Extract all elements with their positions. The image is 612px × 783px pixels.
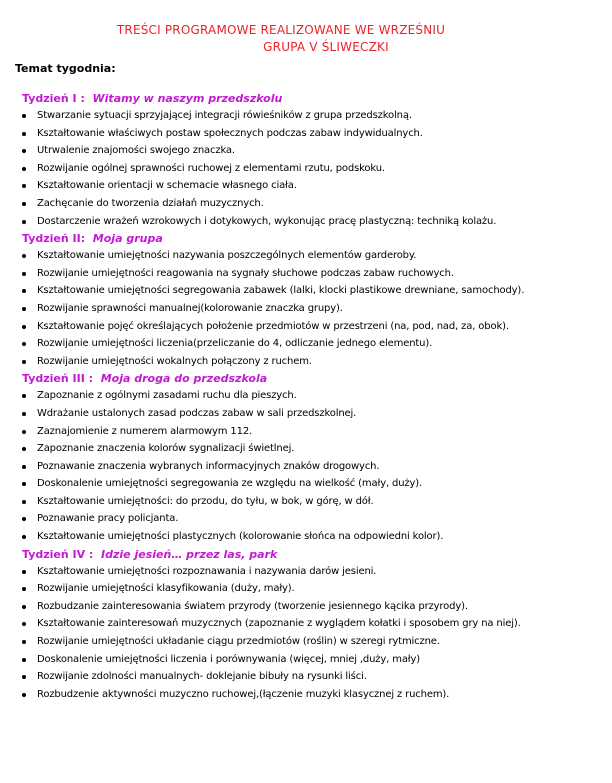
week-heading-spacer: [93, 372, 101, 385]
week-label: Tydzień II:: [22, 232, 86, 246]
week-label: Tydzień I :: [22, 92, 85, 105]
week-heading: [22, 230, 605, 247]
list-item: Rozwijanie umiejętności reagowania na sygnały słuchowe podczas zabaw ruchowych.: [20, 265, 605, 283]
week-heading-spacer: [85, 92, 93, 105]
week-heading-spacer: [93, 548, 101, 561]
list-item: Kształtowanie orientacji w schemacie własnego ciała.: [20, 177, 605, 195]
list-item: Kształtowanie umiejętności rozpoznawania i nazywania darów jesieni.: [20, 563, 605, 581]
week-item-list: [20, 387, 605, 545]
list-item: Zapoznanie znaczenia kolorów sygnalizacji świetlnej.: [20, 440, 605, 458]
list-item: Rozwijanie ogólnej sprawności ruchowej z elementami rzutu, podskoku.: [20, 160, 605, 178]
title-line-2: GRUPA V ŚLIWECZKI: [263, 40, 389, 54]
list-item: Rozwijanie umiejętności układanie ciągu przedmiotów (roślin) w szeregi rytmiczne.: [20, 633, 605, 651]
list-item: Kształtowanie zainteresowań muzycznych (zapoznanie z wyglądem kołatki i sposobem gry na niej).: [20, 615, 605, 633]
list-item: Kształtowanie pojęć określających położenie przedmiotów w przestrzeni (na, pod, nad, za, obok).: [20, 318, 605, 336]
list-item: Kształtowanie umiejętności nazywania poszczególnych elementów garderoby.: [20, 247, 605, 265]
list-item: Rozwijanie sprawności manualnej(kolorowanie znaczka grupy).: [20, 300, 605, 318]
list-item: Zapoznanie z ogólnymi zasadami ruchu dla pieszych.: [20, 387, 605, 405]
list-item: Poznawanie znaczenia wybranych informacyjnych znaków drogowych.: [20, 458, 605, 476]
list-item: Rozwijanie umiejętności wokalnych połączony z ruchem.: [20, 353, 605, 371]
weeks-content: [20, 90, 605, 703]
week-label: Tydzień III :: [22, 372, 94, 386]
list-item: Poznawanie pracy policjanta.: [20, 510, 605, 528]
week-label: Tydzień IV :: [22, 547, 94, 561]
week-heading: [22, 90, 605, 107]
list-item: Dostarczenie wrażeń wzrokowych i dotykowych, wykonując pracę plastyczną: techniką kolażu.: [20, 213, 605, 231]
week-item-list: [20, 107, 605, 230]
list-item: Doskonalenie umiejętności segregowania ze względu na wielkość (mały, duży).: [20, 475, 605, 493]
week-heading: [22, 546, 605, 563]
list-item: Kształtowanie właściwych postaw społecznych podczas zabaw indywidualnych.: [20, 125, 605, 143]
week-topic: Idzie jesień… przez las, park: [101, 547, 278, 561]
list-item: Wdrażanie ustalonych zasad podczas zabaw w sali przedszkolnej.: [20, 405, 605, 423]
list-item: Kształtowanie umiejętności plastycznych (kolorowanie słońca na odpowiedni kolor).: [20, 528, 605, 546]
week-heading: [22, 370, 605, 387]
list-item: Rozwijanie umiejętności klasyfikowania (duży, mały).: [20, 580, 605, 598]
week-topic: Witamy w naszym przedszkolu: [92, 92, 283, 105]
list-item: Stwarzanie sytuacji sprzyjającej integracji rówieśników z grupa przedszkolną.: [20, 107, 605, 125]
list-item: Rozwijanie zdolności manualnych- doklejanie bibuły na rysunki liści.: [20, 668, 605, 686]
list-item: Utrwalenie znajomości swojego znaczka.: [20, 142, 605, 160]
list-item: Doskonalenie umiejętności liczenia i porównywania (więcej, mniej ,duży, mały): [20, 651, 605, 669]
list-item: Zaznajomienie z numerem alarmowym 112.: [20, 423, 605, 441]
week-heading-spacer: [85, 232, 93, 245]
list-item: Rozwijanie umiejętności liczenia(przeliczanie do 4, odliczanie jednego elementu).: [20, 335, 605, 353]
list-item: Kształtowanie umiejętności segregowania zabawek (lalki, klocki plastikowe drewniane, samochody).: [20, 282, 605, 300]
list-item: Zachęcanie do tworzenia działań muzycznych.: [20, 195, 605, 213]
week-item-list: [20, 247, 605, 370]
document-title: [0, 22, 612, 56]
temat-label: Temat tygodnia:: [15, 62, 116, 75]
week-topic: Moja grupa: [92, 232, 163, 246]
list-item: Kształtowanie umiejętności: do przodu, do tyłu, w bok, w górę, w dół.: [20, 493, 605, 511]
title-line-1: TREŚCI PROGRAMOWE REALIZOWANE WE WRZEŚNIU: [116, 23, 446, 37]
week-item-list: [20, 563, 605, 704]
week-topic: Moja droga do przedszkola: [100, 372, 268, 386]
list-item: Rozbudzenie aktywności muzyczno ruchowej,(łączenie muzyki klasycznej z ruchem).: [20, 686, 605, 704]
list-item: Rozbudzanie zainteresowania światem przyrody (tworzenie jesiennego kącika przyrody).: [20, 598, 605, 616]
